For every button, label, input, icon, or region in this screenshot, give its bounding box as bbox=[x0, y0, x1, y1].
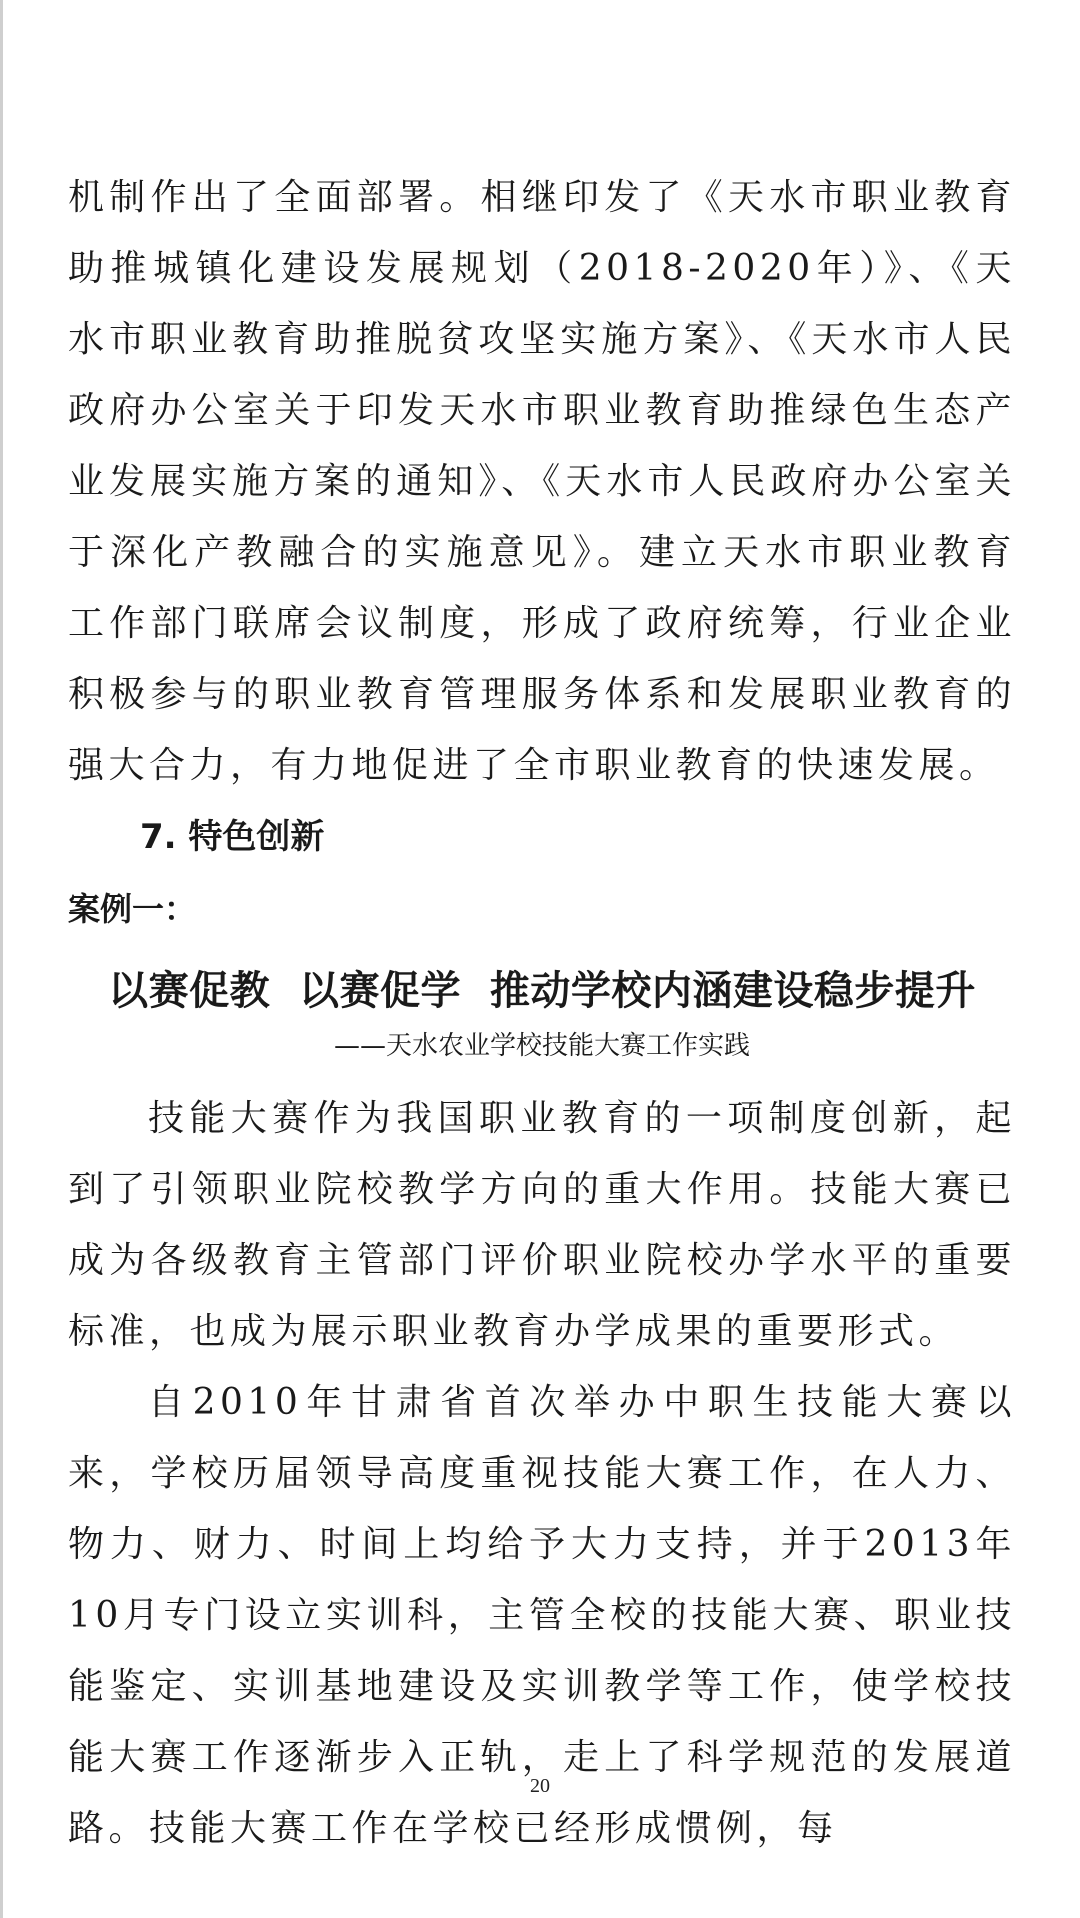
article-title: 以赛促教 以赛促学 推动学校内涵建设稳步提升 bbox=[108, 968, 976, 1014]
document-body bbox=[68, 162, 1016, 1864]
body-paragraph-2: 自2010年甘肃省首次举办中职生技能大赛以来，学校历届领导高度重视技能大赛工作，在人力、物力、财力、时间上均给予大力支持，并于2013年10月专门设立实训科，主管全校的技能大赛、职业技能鉴定、实训基地建设及实训教学等工作，使学校技能大赛工作逐渐步入正轨，走上了科学规范的发展道路。技能大赛工作在学校已经形成惯例，每 bbox=[68, 1382, 1016, 1849]
page-edge bbox=[0, 0, 3, 1918]
case-label: 案例一： bbox=[68, 890, 197, 928]
body-paragraph-1: 技能大赛作为我国职业教育的一项制度创新，起到了引领职业院校教学方向的重大作用。技能大赛已成为各级教育主管部门评价职业院校办学水平的重要标准，也成为展示职业教育办学成果的重要形式。 bbox=[68, 1098, 1016, 1352]
section-heading: 7. 特色创新 bbox=[140, 817, 325, 857]
article-subtitle: ——天水农业学校技能大赛工作实践 bbox=[333, 1031, 750, 1061]
page-number: 20 bbox=[530, 1775, 550, 1797]
intro-paragraph: 机制作出了全面部署。相继印发了《天水市职业教育助推城镇化建设发展规划（2018-2020年）》、《天水市职业教育助推脱贫攻坚实施方案》、《天水市人民政府办公室关于印发天水市职业教育助推绿色生态产业发展实施方案的通知》、《天水市人民政府办公室关于深化产教融合的实施意见》。建立天水市职业教育工作部门联席会议制度，形成了政府统筹，行业企业积极参与的职业教育管理服务体系和发展职业教育的强大合力，有力地促进了全市职业教育的快速发展。 bbox=[68, 177, 1016, 786]
